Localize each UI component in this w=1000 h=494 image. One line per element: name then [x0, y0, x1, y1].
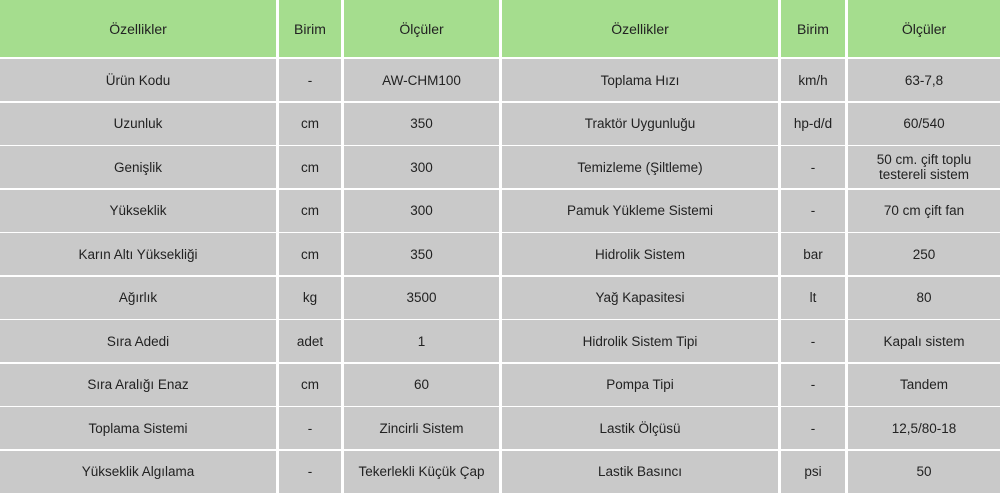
measure-cell: 350 — [344, 103, 499, 145]
table-row — [0, 103, 1000, 145]
measure-cell-2: 12,5/80-18 — [848, 407, 1000, 449]
unit-cell-2: hp-d/d — [781, 103, 845, 145]
table-row — [0, 190, 1000, 232]
table-row — [0, 451, 1000, 493]
unit-cell: cm — [279, 190, 341, 232]
measure-cell: 60 — [344, 364, 499, 406]
table-row — [0, 364, 1000, 406]
feature-cell-2: Lastik Basıncı — [502, 451, 778, 493]
feature-cell: Sıra Aralığı Enaz — [0, 364, 276, 406]
measure-cell: 350 — [344, 233, 499, 275]
header-measure: Ölçüler — [344, 0, 499, 57]
feature-cell-2: Yağ Kapasitesi — [502, 277, 778, 319]
table-row — [0, 59, 1000, 101]
unit-cell-2: - — [781, 320, 845, 362]
unit-cell: cm — [279, 233, 341, 275]
measure-cell: 1 — [344, 320, 499, 362]
table-row — [0, 320, 1000, 362]
unit-cell: cm — [279, 146, 341, 188]
feature-cell-2: Temizleme (Şiltleme) — [502, 146, 778, 188]
measure-cell: AW-CHM100 — [344, 59, 499, 101]
unit-cell: cm — [279, 364, 341, 406]
header-unit: Birim — [279, 0, 341, 57]
feature-cell: Yükseklik Algılama — [0, 451, 276, 493]
header-measure-2: Ölçüler — [848, 0, 1000, 57]
measure-cell-2: 50 — [848, 451, 1000, 493]
unit-cell-2: - — [781, 190, 845, 232]
header-feature: Özellikler — [0, 0, 276, 57]
feature-cell-2: Traktör Uygunluğu — [502, 103, 778, 145]
measure-cell-2: 80 — [848, 277, 1000, 319]
feature-cell-2: Lastik Ölçüsü — [502, 407, 778, 449]
unit-cell-2: psi — [781, 451, 845, 493]
measure-cell-2: 63-7,8 — [848, 59, 1000, 101]
feature-cell-2: Hidrolik Sistem — [502, 233, 778, 275]
unit-cell-2: - — [781, 407, 845, 449]
unit-cell-2: bar — [781, 233, 845, 275]
measure-cell-2: Kapalı sistem — [848, 320, 1000, 362]
unit-cell-2: - — [781, 146, 845, 188]
feature-cell: Karın Altı Yüksekliği — [0, 233, 276, 275]
measure-cell-2: 60/540 — [848, 103, 1000, 145]
table-row — [0, 233, 1000, 275]
measure-cell: 300 — [344, 146, 499, 188]
measure-cell-2: 50 cm. çift toplu testereli sistem — [848, 146, 1000, 188]
measure-cell-2: Tandem — [848, 364, 1000, 406]
measure-cell: Tekerlekli Küçük Çap — [344, 451, 499, 493]
feature-cell-2: Pamuk Yükleme Sistemi — [502, 190, 778, 232]
unit-cell: kg — [279, 277, 341, 319]
feature-cell: Toplama Sistemi — [0, 407, 276, 449]
unit-cell-2: lt — [781, 277, 845, 319]
feature-cell: Uzunluk — [0, 103, 276, 145]
unit-cell: - — [279, 407, 341, 449]
unit-cell-2: km/h — [781, 59, 845, 101]
feature-cell: Yükseklik — [0, 190, 276, 232]
measure-cell-2: 250 — [848, 233, 1000, 275]
unit-cell: adet — [279, 320, 341, 362]
header-unit-2: Birim — [781, 0, 845, 57]
header-feature-2: Özellikler — [502, 0, 778, 57]
feature-cell: Genişlik — [0, 146, 276, 188]
feature-cell: Ürün Kodu — [0, 59, 276, 101]
unit-cell: - — [279, 451, 341, 493]
unit-cell: - — [279, 59, 341, 101]
feature-cell: Sıra Adedi — [0, 320, 276, 362]
spec-table-header — [0, 0, 1000, 57]
feature-cell: Ağırlık — [0, 277, 276, 319]
feature-cell-2: Toplama Hızı — [502, 59, 778, 101]
feature-cell-2: Pompa Tipi — [502, 364, 778, 406]
unit-cell: cm — [279, 103, 341, 145]
measure-cell: 300 — [344, 190, 499, 232]
measure-cell: 3500 — [344, 277, 499, 319]
measure-cell: Zincirli Sistem — [344, 407, 499, 449]
measure-cell-2: 70 cm çift fan — [848, 190, 1000, 232]
table-row — [0, 146, 1000, 188]
unit-cell-2: - — [781, 364, 845, 406]
table-row — [0, 407, 1000, 449]
feature-cell-2: Hidrolik Sistem Tipi — [502, 320, 778, 362]
table-row — [0, 277, 1000, 319]
